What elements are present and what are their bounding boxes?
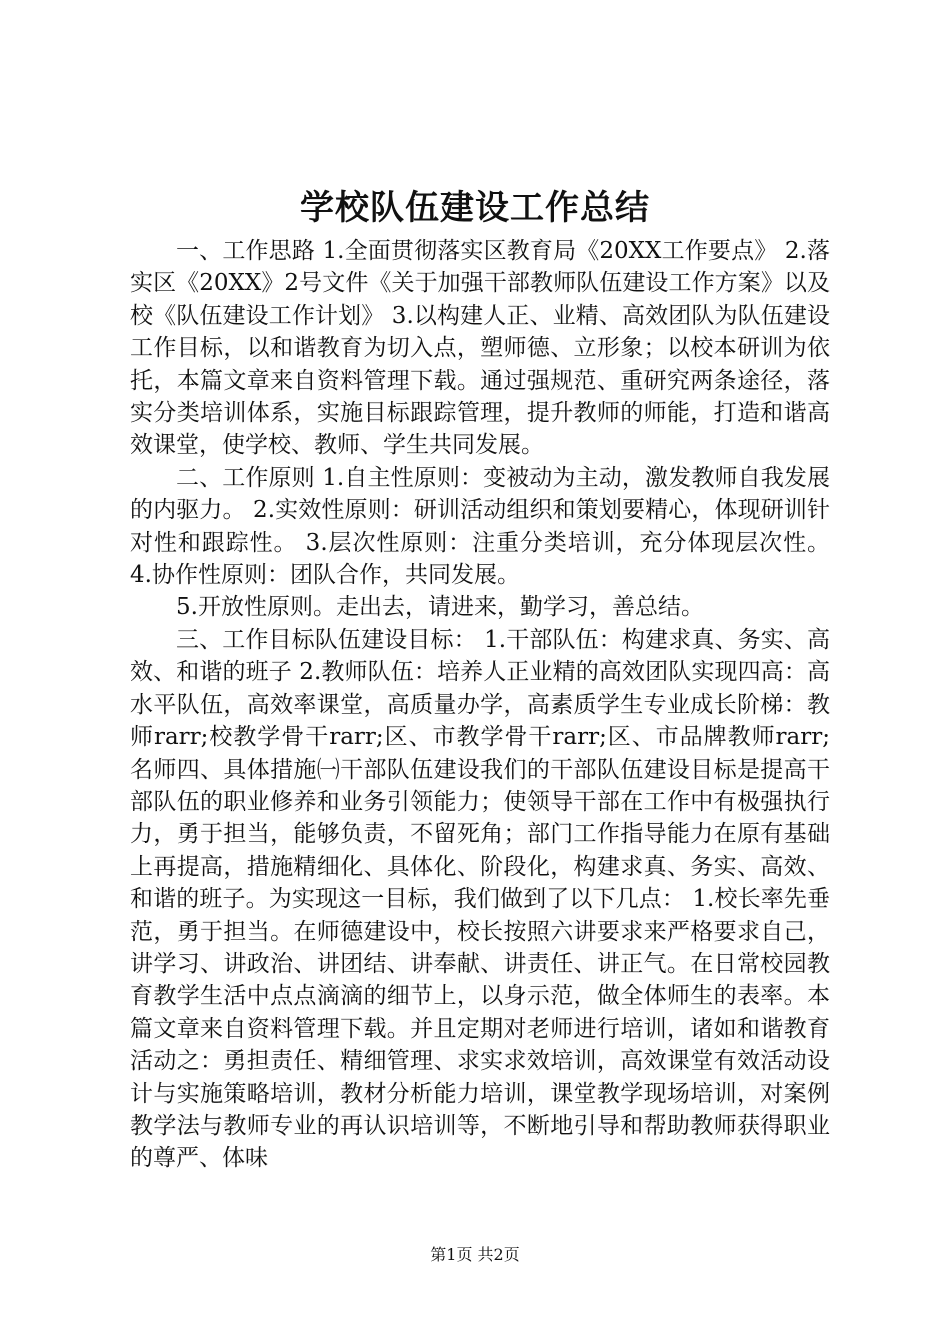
page-footer: 第1页 共2页 bbox=[430, 1245, 520, 1264]
paragraph-open-principle: 5.开放性原则。走出去，请进来，勤学习，善总结。 bbox=[176, 594, 704, 621]
document-body bbox=[130, 235, 830, 1175]
paragraph-work-principles: 二、工作原则 1.自主性原则：变被动为主动，激发教师自我发展的内驱力。 2.实效性原则：研训活动组织和策划要精心，体现研训针对性和跟踪性。 3.层次性原则：注重分类培训，充分体现层次性。 4.协作性原则：团队合作，共同发展。 bbox=[130, 464, 830, 589]
paragraph-work-goals: 三、工作目标队伍建设目标： 1.干部队伍：构建求真、务实、高效、和谐的班子 2.教师队伍：培养人正业精的高效团队实现四高：高水平队伍，高效率课堂，高质量办学，高素质学生专业成长阶梯：教师rarr;校教学骨干rarr;区、市教学骨干rarr;区、市品牌教师rarr;名师四、具体措施㈠干部队伍建设我们的干部队伍建设目标是提高干部队伍的职业修养和业务引领能力；使领导干部在工作中有极强执行力，勇于担当，能够负责，不留死角；部门工作指导能力在原有基础上再提高，措施精细化、具体化、阶段化，构建求真、务实、高效、和谐的班子。为实现这一目标，我们做到了以下几点： 1.校长率先垂范，勇于担当。在师德建设中，校长按照六讲要求来严格要求自己，讲学习、讲政治、讲团结、讲奉献、讲责任、讲正气。在日常校园教育教学生活中点点滴滴的细节上，以身示范，做全体师生的表率。本篇文章来自资料管理下载。并且定期对老师进行培训，诸如和谐教育活动之：勇担责任、精细管理、求实求效培训，高效课堂有效活动设计与实施策略培训，教材分析能力培训，课堂教学现场培训，对案例教学法与教师专业的再认识培训等，不断地引导和帮助教师获得职业的尊严、体味 bbox=[130, 626, 830, 1172]
document-title: 学校队伍建设工作总结 bbox=[300, 188, 650, 228]
paragraph-work-ideas: 一、工作思路 1.全面贯彻落实区教育局《20XX工作要点》 2.落实区《20XX》2号文件《关于加强干部教师队伍建设工作方案》以及校《队伍建设工作计划》 3.以构建人正、业精、高效团队为队伍建设工作目标，以和谐教育为切入点，塑师德、立形象；以校本研训为依托，本篇文章来自资料管理下载。通过强规范、重研究两条途径，落实分类培训体系，实施目标跟踪管理，提升教师的师能，打造和谐高效课堂，使学校、教师、学生共同发展。 bbox=[130, 238, 830, 459]
